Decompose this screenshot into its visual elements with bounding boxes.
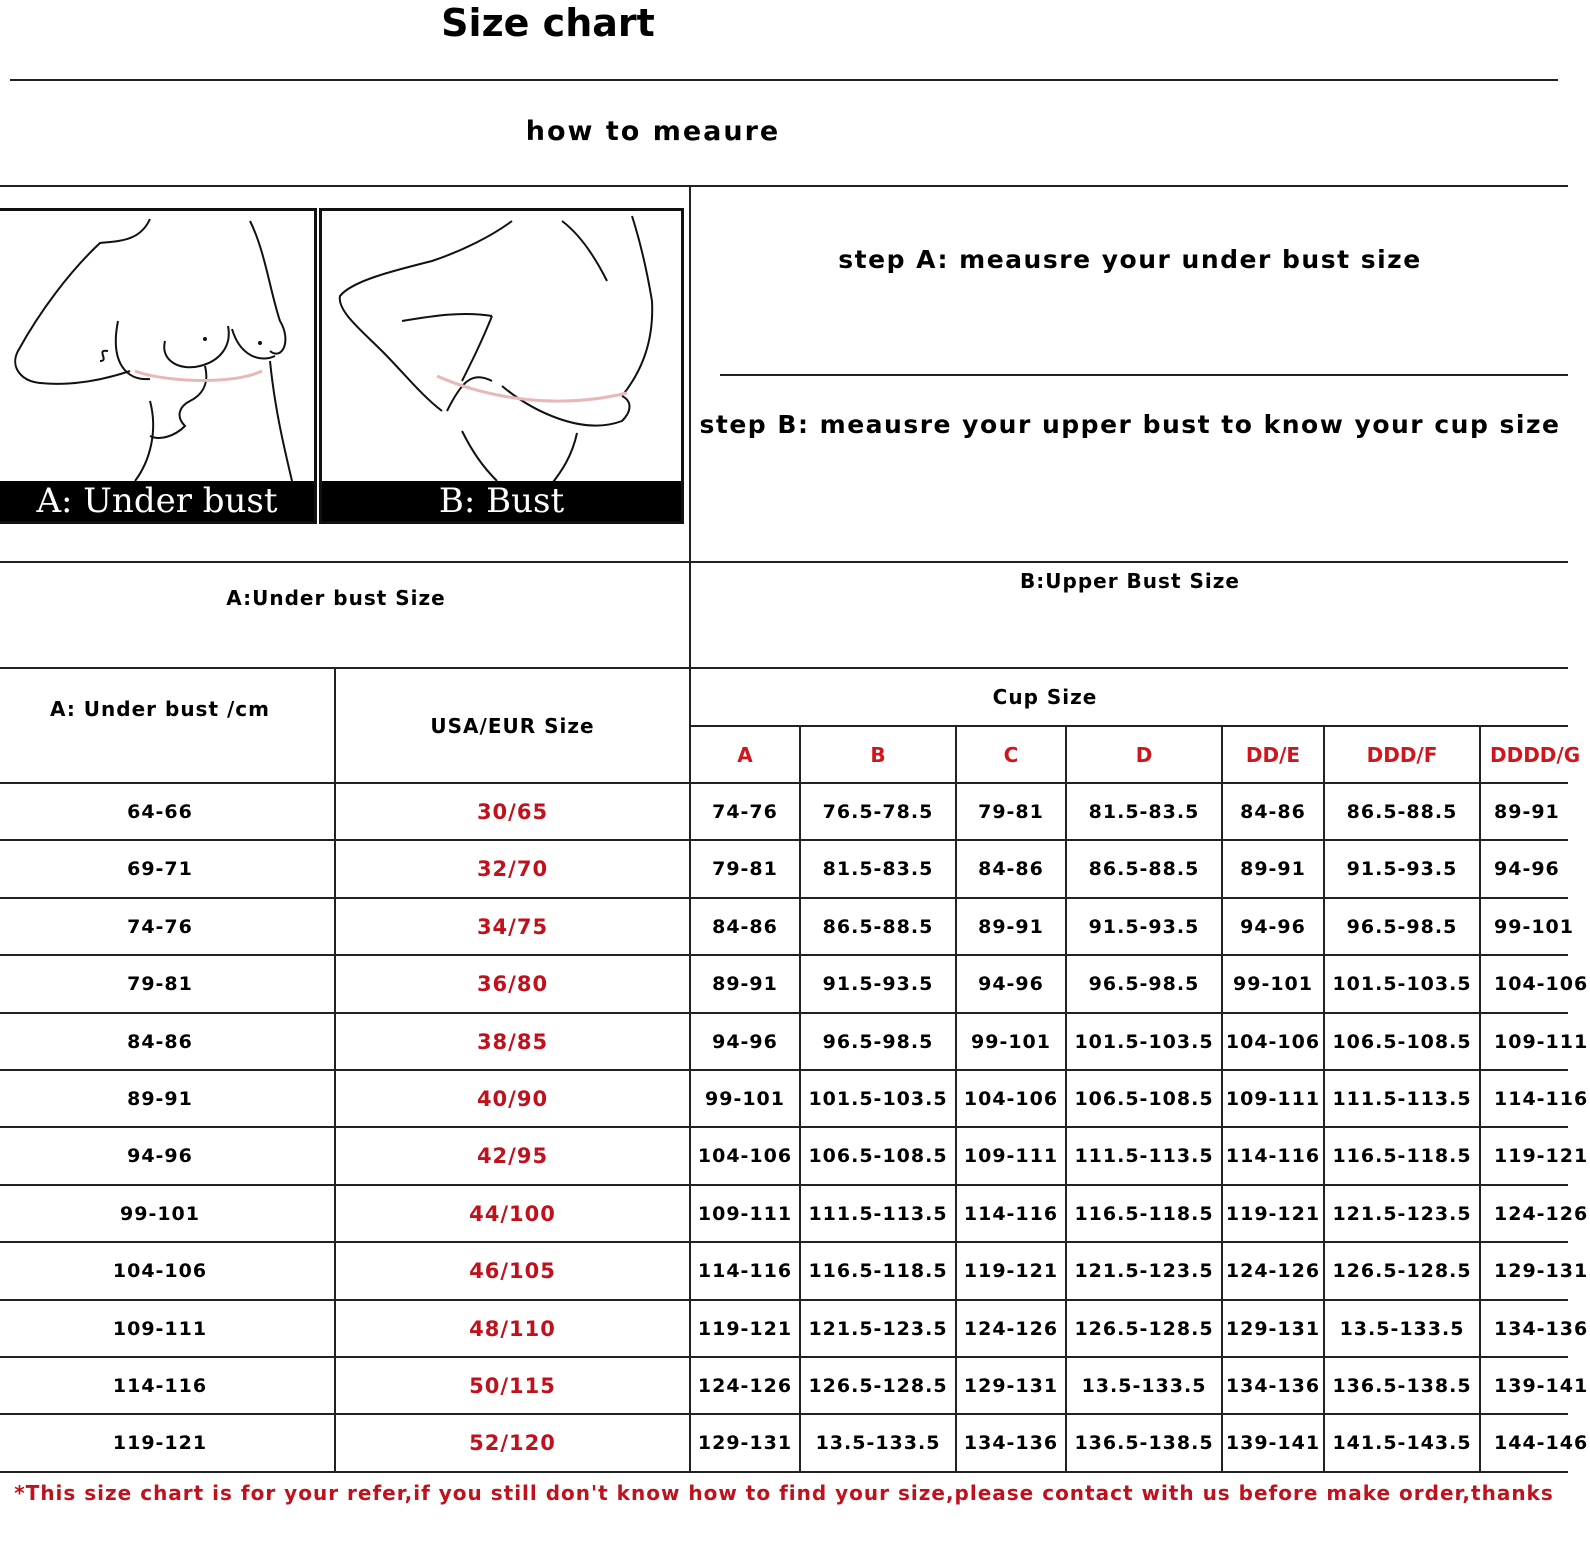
cup-measure-cell: 101.5-103.5 xyxy=(1332,973,1472,995)
cup-measure-cell: 129-131 xyxy=(963,1375,1059,1397)
row-divider xyxy=(0,1471,1568,1473)
cup-measure-cell: 89-91 xyxy=(712,973,778,995)
cup-measure-cell: 104-106 xyxy=(963,1088,1059,1110)
under-bust-figure-drawing xyxy=(0,211,314,481)
under-bust-caption: A: Under bust xyxy=(0,481,314,521)
cup-measure-cell: 136.5-138.5 xyxy=(1074,1432,1214,1454)
cup-header-b: B xyxy=(870,743,886,767)
bust-illustration xyxy=(319,208,684,524)
column-header-under-bust: A: Under bust /cm xyxy=(50,697,270,721)
cup-measure-cell: 86.5-88.5 xyxy=(1088,858,1200,880)
cup-measure-cell: 134-136 xyxy=(1494,1318,1589,1340)
cup-measure-cell: 91.5-93.5 xyxy=(1346,858,1458,880)
cup-measure-cell: 144-146 xyxy=(1494,1432,1589,1454)
size-cell: 30/65 xyxy=(476,800,549,824)
size-cell: 38/85 xyxy=(476,1030,549,1054)
how-to-measure-heading: how to meaure xyxy=(525,116,781,147)
cup-measure-cell: 104-106 xyxy=(1225,1031,1321,1053)
under-bust-cell: 64-66 xyxy=(127,801,193,823)
bust-figure-drawing xyxy=(322,211,681,486)
footnote: *This size chart is for your refer,if you still don't know how to find your size,please contact with us before make order,thanks xyxy=(14,1481,1554,1505)
cup-measure-cell: 81.5-83.5 xyxy=(1088,801,1200,823)
under-bust-cell: 79-81 xyxy=(127,973,193,995)
cup-measure-cell: 109-111 xyxy=(1494,1031,1589,1053)
cup-measure-cell: 129-131 xyxy=(697,1432,793,1454)
under-bust-cell: 89-91 xyxy=(127,1088,193,1110)
size-cell: 50/115 xyxy=(469,1374,556,1398)
cup-measure-cell: 126.5-128.5 xyxy=(1332,1260,1472,1282)
cup-measure-cell: 119-121 xyxy=(1225,1203,1321,1225)
cup-measure-cell: 99-101 xyxy=(971,1031,1051,1053)
cup-measure-cell: 96.5-98.5 xyxy=(1088,973,1200,995)
cup-measure-cell: 81.5-83.5 xyxy=(822,858,934,880)
cup-measure-cell: 84-86 xyxy=(712,916,778,938)
cup-measure-cell: 79-81 xyxy=(712,858,778,880)
cup-measure-cell: 106.5-108.5 xyxy=(808,1145,948,1167)
cup-measure-cell: 13.5-133.5 xyxy=(815,1432,941,1454)
cup-measure-cell: 89-91 xyxy=(1494,801,1560,823)
cup-measure-cell: 84-86 xyxy=(1240,801,1306,823)
cup-measure-cell: 134-136 xyxy=(963,1432,1059,1454)
cup-measure-cell: 84-86 xyxy=(978,858,1044,880)
cup-measure-cell: 86.5-88.5 xyxy=(1346,801,1458,823)
cup-measure-cell: 129-131 xyxy=(1225,1318,1321,1340)
size-cell: 48/110 xyxy=(469,1317,556,1341)
cup-measure-cell: 104-106 xyxy=(697,1145,793,1167)
cup-measure-cell: 13.5-133.5 xyxy=(1081,1375,1207,1397)
cup-measure-cell: 106.5-108.5 xyxy=(1074,1088,1214,1110)
cup-measure-cell: 129-131 xyxy=(1494,1260,1589,1282)
cup-measure-cell: 109-111 xyxy=(1225,1088,1321,1110)
cup-measure-cell: 96.5-98.5 xyxy=(1346,916,1458,938)
cup-measure-cell: 79-81 xyxy=(978,801,1044,823)
cup-measure-cell: 99-101 xyxy=(705,1088,785,1110)
size-cell: 42/95 xyxy=(476,1144,549,1168)
cup-measure-cell: 114-116 xyxy=(697,1260,793,1282)
cup-measure-cell: 104-106 xyxy=(1494,973,1589,995)
cup-measure-cell: 13.5-133.5 xyxy=(1339,1318,1465,1340)
cup-measure-cell: 114-116 xyxy=(1494,1088,1589,1110)
cup-measure-cell: 136.5-138.5 xyxy=(1332,1375,1472,1397)
cup-measure-cell: 126.5-128.5 xyxy=(808,1375,948,1397)
step-a-text: step A: meausre your under bust size xyxy=(838,245,1422,274)
cup-measure-cell: 74-76 xyxy=(712,801,778,823)
under-bust-cell: 69-71 xyxy=(127,858,193,880)
cup-measure-cell: 101.5-103.5 xyxy=(1074,1031,1214,1053)
under-bust-cell: 74-76 xyxy=(127,916,193,938)
bust-caption: B: Bust xyxy=(322,481,681,521)
cup-measure-cell: 101.5-103.5 xyxy=(808,1088,948,1110)
divider xyxy=(0,561,1568,563)
cup-measure-cell: 114-116 xyxy=(963,1203,1059,1225)
size-cell: 52/120 xyxy=(469,1431,556,1455)
cup-measure-cell: 109-111 xyxy=(697,1203,793,1225)
cup-measure-cell: 116.5-118.5 xyxy=(1332,1145,1472,1167)
cup-measure-cell: 86.5-88.5 xyxy=(822,916,934,938)
size-cell: 32/70 xyxy=(476,857,549,881)
under-bust-cell: 99-101 xyxy=(120,1203,200,1225)
cup-header-dd-e: DD/E xyxy=(1245,743,1301,767)
cup-measure-cell: 111.5-113.5 xyxy=(808,1203,948,1225)
cup-measure-cell: 89-91 xyxy=(1240,858,1306,880)
cup-measure-cell: 91.5-93.5 xyxy=(1088,916,1200,938)
cup-measure-cell: 139-141 xyxy=(1494,1375,1589,1397)
divider xyxy=(0,185,1568,187)
cup-header-ddd-f: DDD/F xyxy=(1366,743,1438,767)
cup-measure-cell: 76.5-78.5 xyxy=(822,801,934,823)
cup-measure-cell: 96.5-98.5 xyxy=(822,1031,934,1053)
cup-measure-cell: 106.5-108.5 xyxy=(1332,1031,1472,1053)
divider xyxy=(10,79,1558,81)
cup-measure-cell: 114-116 xyxy=(1225,1145,1321,1167)
cup-size-header: Cup Size xyxy=(992,685,1098,709)
cup-measure-cell: 141.5-143.5 xyxy=(1332,1432,1472,1454)
cup-header-dddd-g: DDDD/G xyxy=(1490,743,1581,767)
cup-measure-cell: 119-121 xyxy=(963,1260,1059,1282)
cup-measure-cell: 134-136 xyxy=(1225,1375,1321,1397)
under-bust-illustration xyxy=(0,208,317,524)
under-bust-cell: 119-121 xyxy=(112,1432,208,1454)
under-bust-cell: 104-106 xyxy=(112,1260,208,1282)
size-cell: 34/75 xyxy=(476,915,549,939)
cup-measure-cell: 111.5-113.5 xyxy=(1332,1088,1472,1110)
cup-measure-cell: 124-126 xyxy=(1225,1260,1321,1282)
cup-measure-cell: 94-96 xyxy=(712,1031,778,1053)
under-bust-cell: 94-96 xyxy=(127,1145,193,1167)
cup-measure-cell: 124-126 xyxy=(1494,1203,1589,1225)
cup-measure-cell: 139-141 xyxy=(1225,1432,1321,1454)
cup-measure-cell: 121.5-123.5 xyxy=(808,1318,948,1340)
size-cell: 46/105 xyxy=(469,1259,556,1283)
cup-measure-cell: 126.5-128.5 xyxy=(1074,1318,1214,1340)
under-bust-cell: 114-116 xyxy=(112,1375,208,1397)
size-cell: 36/80 xyxy=(476,972,549,996)
cup-measure-cell: 124-126 xyxy=(697,1375,793,1397)
cup-measure-cell: 94-96 xyxy=(978,973,1044,995)
under-bust-cell: 109-111 xyxy=(112,1318,208,1340)
cup-measure-cell: 94-96 xyxy=(1494,858,1560,880)
cup-measure-cell: 109-111 xyxy=(963,1145,1059,1167)
cup-measure-cell: 99-101 xyxy=(1233,973,1313,995)
cup-measure-cell: 91.5-93.5 xyxy=(822,973,934,995)
cup-header-c: C xyxy=(1003,743,1019,767)
upper-bust-section-header: B:Upper Bust Size xyxy=(1020,569,1240,593)
column-header-size: USA/EUR Size xyxy=(430,714,595,738)
cup-measure-cell: 121.5-123.5 xyxy=(1332,1203,1472,1225)
cup-measure-cell: 124-126 xyxy=(963,1318,1059,1340)
cup-measure-cell: 89-91 xyxy=(978,916,1044,938)
step-b-text: step B: meausre your upper bust to know your cup size xyxy=(699,410,1561,439)
cup-measure-cell: 116.5-118.5 xyxy=(1074,1203,1214,1225)
cup-measure-cell: 99-101 xyxy=(1494,916,1574,938)
cup-measure-cell: 121.5-123.5 xyxy=(1074,1260,1214,1282)
under-bust-cell: 84-86 xyxy=(127,1031,193,1053)
cup-header-d: D xyxy=(1135,743,1153,767)
size-cell: 40/90 xyxy=(476,1087,549,1111)
cup-measure-cell: 94-96 xyxy=(1240,916,1306,938)
under-bust-section-header: A:Under bust Size xyxy=(226,586,446,610)
cup-measure-cell: 116.5-118.5 xyxy=(808,1260,948,1282)
divider xyxy=(0,667,1568,669)
cup-measure-cell: 119-121 xyxy=(697,1318,793,1340)
cup-header-a: A xyxy=(737,743,753,767)
cup-measure-cell: 111.5-113.5 xyxy=(1074,1145,1214,1167)
cup-measure-cell: 119-121 xyxy=(1494,1145,1589,1167)
page-title: Size chart xyxy=(441,1,655,45)
divider xyxy=(720,374,1568,376)
size-cell: 44/100 xyxy=(469,1202,556,1226)
